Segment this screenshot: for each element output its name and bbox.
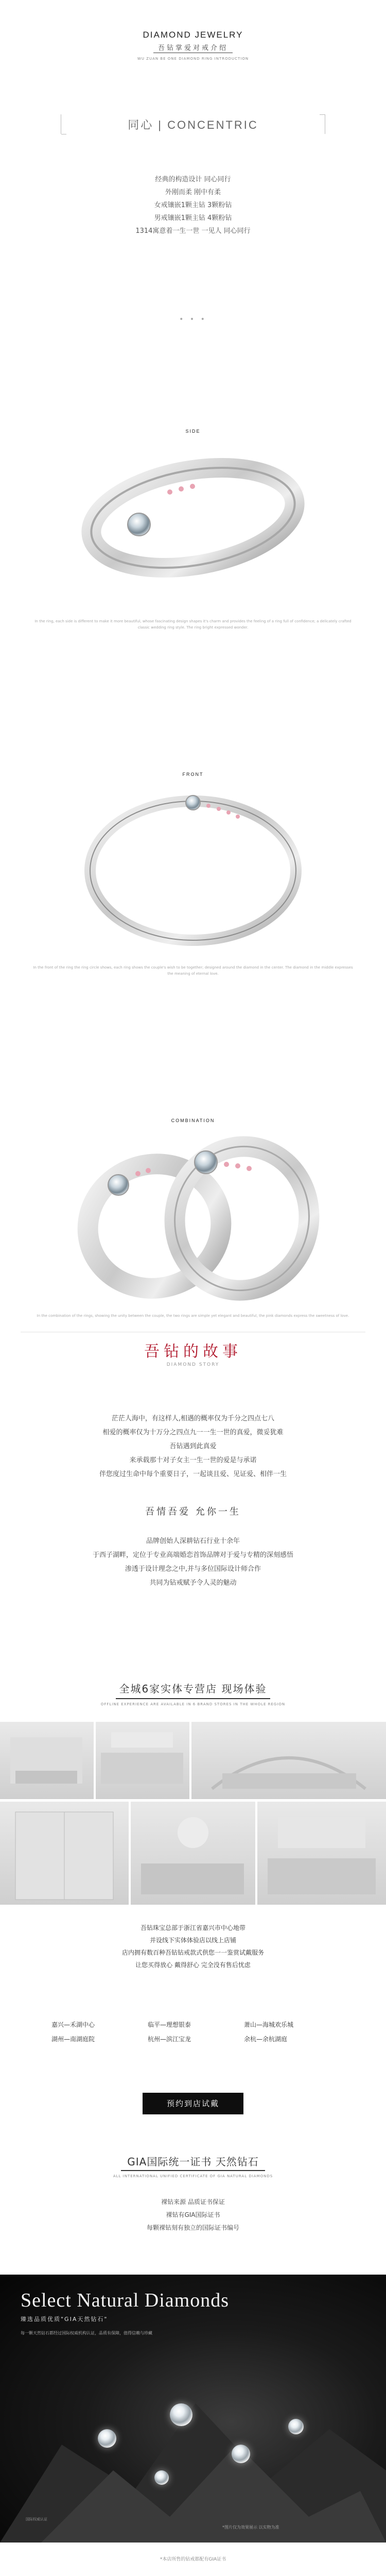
gia-line: 裸钻有GIA国际证书 [166, 2211, 220, 2218]
store-photo-1 [0, 1722, 94, 1799]
story-paragraph-1 [0, 1412, 386, 1481]
store-photo-5 [131, 1802, 255, 1905]
stores-line: 让您买得放心 戴得舒心 完全没有售后忧虑 [135, 1961, 251, 1969]
story-subtitle: DIAMOND STORY [166, 1362, 220, 1367]
shop-location: 湖州—南湖庭院 [51, 2035, 95, 2043]
gia-description [0, 2196, 386, 2234]
diamond-icon [98, 2429, 116, 2448]
diamond-icon [232, 2445, 250, 2463]
banner-subtitle: 臻选品质优质"GIA天然钻石" [21, 2316, 108, 2323]
story-line: 相爱的概率仅为十万分之四点九一一生一世的真爱，微妥犹难 [102, 1429, 284, 1436]
combination-caption: In the combination of the rings, showing the unity between the couple, the two rings are simple yet elegant and beautiful, the pink diamonds express the sweetness of love. [37, 1314, 349, 1318]
story-line: 品牌创始人深耕钻石行业十余年 [146, 1537, 240, 1545]
banner-title: Select Natural Diamonds [21, 2290, 230, 2311]
gia-title-underline [121, 2170, 265, 2171]
shop-list [51, 2017, 340, 2046]
diamond-icon [170, 2403, 192, 2426]
stores-description [0, 1922, 386, 1971]
gia-line: 裸钻来源 品质证书保证 [161, 2198, 225, 2206]
story-line: 吾钻遇到此真爱 [169, 1443, 217, 1450]
gia-title: GIA国际统一证书 天然钻石 [127, 2156, 259, 2168]
shop-location: 临平—理想银泰 [148, 2021, 191, 2028]
shop-location: 嘉兴—禾湖中心 [51, 2021, 95, 2028]
desc-line: 外刚而柔 刚中有柔 [165, 189, 221, 196]
front-caption: In the front of the ring the ring circle shows, each ring shows the couple's wish to be together; designed around the diamond in the center. The diamond in the middle expresses the meaning of eternal love. [33, 965, 353, 976]
story-line: 渗透于设计理念之中,并与多位国际设计师合作 [125, 1565, 261, 1573]
gia-line: 每颗裸钻刻有独立的国际证书编号 [146, 2224, 239, 2231]
story-heading: 吾情吾爱 允你一生 [145, 1506, 241, 1517]
stores-subtitle: OFFLINE EXPERIENCE ARE AVAILABLE IN 6 BRAND STORES IN THE WHOLE REGION [100, 1702, 286, 1706]
series-title: 同心 | CONCENTRIC [128, 118, 258, 131]
shop-row [51, 2031, 340, 2046]
shop-location: 萧山—海城欢乐城 [244, 2021, 294, 2028]
story-line: 茫茫人海中，有这样人,相遇的概率仅为千分之四点七八 [111, 1415, 275, 1422]
ring-combination-image [0, 1128, 386, 1303]
story-line: 于西子湖畔，定位于专业高端婚恋首饰品牌对于爱与专精的深刻感悟 [92, 1551, 293, 1559]
shop-row [51, 2017, 340, 2031]
shop-location: 余杭—余杭湖庭 [244, 2035, 288, 2043]
intro-title-cn: 吾钻掌爱对戒介绍 [157, 44, 228, 52]
store-photo-2 [96, 1722, 189, 1799]
stores-title: 全城6家实体专营店 现场体验 [119, 1683, 267, 1695]
ring-front-image [0, 783, 386, 953]
store-photo-4 [0, 1802, 129, 1905]
desc-line: 女戒镶嵌1颗主钻 3颗粉钻 [154, 201, 232, 209]
story-line: 共同为钻戒赋予令人灵的魅动 [149, 1579, 237, 1587]
series-description [0, 173, 386, 238]
front-label: FRONT [182, 772, 204, 777]
natural-diamonds-banner [0, 2275, 386, 2543]
dots-divider: • • • [179, 315, 207, 324]
side-label: SIDE [185, 429, 201, 434]
intro-tagline: WU ZUAN BE ONE DIAMOND RING INTRODUCTION [137, 57, 249, 61]
gia-subtitle: ALL INTERNATIONAL UNIFIED CERTIFICATE OF GIA NATURAL DIAMONDS [113, 2174, 273, 2178]
banner-small-text: 每一颗天然钻石都经过国际权威机构认证，品质有保障，值得信赖与珍藏 [21, 2331, 152, 2335]
stores-line: 店内拥有数百种吾钻钻戒款式供您一一鉴赏试戴服务 [121, 1949, 264, 1956]
intro-title-en: DIAMOND JEWELRY [143, 30, 243, 40]
story-line: 来承载那十对子女主一生一世的爱是与承诺 [129, 1456, 257, 1464]
banner-caption: 国际权威认证 [26, 2517, 47, 2521]
gia-note: *本店所售的钻戒都配有GIA证书 [160, 2557, 226, 2562]
banner-rocks-image [0, 2275, 386, 2543]
ring-side-image [0, 440, 386, 595]
stores-line: 吾钻珠宝总部于浙江省嘉兴市中心地带 [140, 1924, 245, 1931]
desc-line: 经典的构造设计 同心同行 [155, 176, 231, 183]
book-store-visit-button[interactable]: 预约到店试戴 [143, 2093, 243, 2114]
diamond-icon [154, 2470, 169, 2485]
story-paragraph-2 [0, 1534, 386, 1590]
diamond-icon [288, 2419, 304, 2434]
banner-note: *图片仅为效果展示 以实物为准 [222, 2525, 279, 2530]
stores-line: 并设线下实体体验店以线上店铺 [149, 1937, 236, 1944]
combination-label: COMBINATION [171, 1118, 215, 1123]
story-line: 伴您度过生命中每个重要日子，一起谈且爱、见证爱、相伴一生 [99, 1470, 287, 1478]
store-photo-6 [257, 1802, 386, 1905]
stores-title-underline [116, 1698, 270, 1699]
shop-location: 杭州—滨江宝龙 [148, 2035, 191, 2043]
store-photo-3 [191, 1722, 386, 1799]
desc-line: 男戒镶嵌1颗主钻 4颗粉钻 [154, 214, 232, 222]
side-caption: In the ring, each side is different to make it more beautiful, whose fascinating design shapes it's charm and provides the feeling of a ring full of confidence; a delicately crafted classic wedding ring style. The ring bright expressed wonder. [34, 619, 352, 630]
story-title: 吾钻的故事 [144, 1343, 242, 1361]
desc-line: 1314寓意着一生一世 一见人 同心同行 [135, 227, 251, 235]
